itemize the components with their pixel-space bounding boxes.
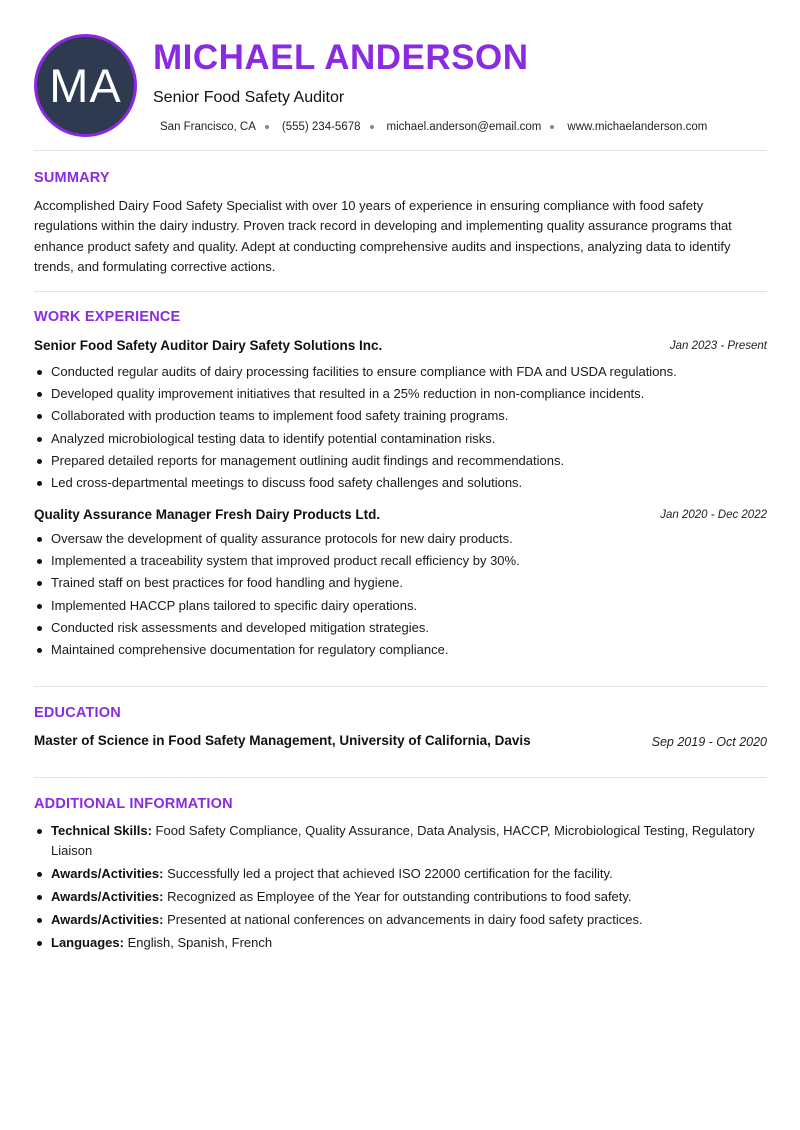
avatar	[34, 34, 137, 137]
job-date: Jan 2023 - Present	[669, 340, 767, 352]
list-item	[34, 864, 767, 884]
list-item: Conducted risk assessments and developed mitigation strategies.	[34, 617, 767, 639]
resume-header	[34, 34, 767, 138]
divider	[34, 777, 767, 778]
separator-dot-icon	[265, 125, 269, 129]
list-item: Collaborated with production teams to implement food safety training programs.	[34, 405, 767, 427]
education-degree: Master of Science in Food Safety Management, University of California, Davis	[34, 733, 531, 748]
job-date: Jan 2020 - Dec 2022	[660, 509, 767, 521]
info-label: Awards/Activities:	[51, 865, 164, 881]
divider	[34, 150, 767, 151]
list-item	[34, 887, 767, 907]
section-title-summary: SUMMARY	[34, 170, 110, 186]
info-text: Food Safety Compliance, Quality Assurance, Data Analysis, HACCP, Microbiological Testing, Regulatory Liaison	[51, 823, 755, 858]
education-entry	[34, 733, 767, 751]
info-label: Technical Skills:	[51, 823, 152, 838]
info-label: Awards/Activities:	[51, 888, 164, 904]
list-item: Prepared detailed reports for management outlining audit findings and recommendations.	[34, 450, 767, 472]
summary-text: Accomplished Dairy Food Safety Specialist with over 10 years of experience in ensuring compliance with food safety regulations within the dairy industry. Proven track record in developing and implementing quality assurance programs that enhance product safety and quality. Adept at conducting comprehensive audits and inspections, analyzing data to identify trends, and formulating corrective actions.	[34, 198, 732, 274]
list-item: Developed quality improvement initiatives that resulted in a 25% reduction in non-compliance incidents.	[34, 383, 767, 405]
info-text: Successfully led a project that achieved ISO 22000 certification for the facility.	[167, 865, 613, 881]
list-item: Implemented HACCP plans tailored to specific dairy operations.	[34, 595, 767, 617]
job-bullet-list	[34, 361, 767, 494]
job-role: Senior Food Safety Auditor Dairy Safety Solutions Inc.	[34, 338, 383, 353]
divider	[34, 291, 767, 292]
section-title-education: EDUCATION	[34, 705, 121, 721]
contact-info	[160, 121, 707, 133]
contact-website[interactable]: www.michaelanderson.com	[567, 121, 708, 133]
section-title-experience: WORK EXPERIENCE	[34, 309, 181, 325]
separator-dot-icon	[370, 125, 374, 129]
list-item: Conducted regular audits of dairy processing facilities to ensure compliance with FDA and USDA regulations.	[34, 361, 767, 383]
candidate-name: MICHAEL ANDERSON	[153, 38, 529, 77]
education-date: Sep 2019 - Oct 2020	[651, 735, 767, 749]
list-item: Maintained comprehensive documentation for regulatory compliance.	[34, 639, 767, 661]
candidate-title: Senior Food Safety Auditor	[153, 89, 345, 106]
contact-location: San Francisco, CA	[160, 121, 256, 133]
list-item: Implemented a traceability system that improved product recall efficiency by 30%.	[34, 550, 767, 572]
job-header	[34, 338, 767, 356]
divider	[34, 686, 767, 687]
contact-phone: (555) 234-5678	[281, 121, 361, 133]
list-item: Oversaw the development of quality assurance protocols for new dairy products.	[34, 528, 767, 550]
list-item: Trained staff on best practices for food handling and hygiene.	[34, 572, 767, 594]
separator-dot-icon	[550, 125, 554, 129]
info-label: Languages:	[51, 934, 124, 950]
contact-email[interactable]: michael.anderson@email.com	[386, 121, 542, 133]
list-item: Analyzed microbiological testing data to identify potential contamination risks.	[34, 428, 767, 450]
info-text: Presented at national conferences on advancements in dairy food safety practices.	[167, 911, 643, 927]
info-text: English, Spanish, French	[127, 934, 273, 950]
list-item	[34, 933, 767, 953]
resume-page	[34, 0, 767, 1130]
list-item: Led cross-departmental meetings to discuss food safety challenges and solutions.	[34, 472, 767, 494]
job-role: Quality Assurance Manager Fresh Dairy Products Ltd.	[34, 507, 381, 522]
job-header	[34, 507, 767, 525]
additional-info-list	[34, 821, 767, 956]
list-item	[34, 821, 767, 860]
list-item	[34, 910, 767, 930]
info-text: Recognized as Employee of the Year for outstanding contributions to food safety.	[167, 888, 632, 904]
avatar-initials: MA	[49, 59, 122, 112]
section-title-additional: ADDITIONAL INFORMATION	[34, 796, 233, 812]
info-label: Awards/Activities:	[51, 911, 164, 927]
job-bullet-list	[34, 528, 767, 661]
